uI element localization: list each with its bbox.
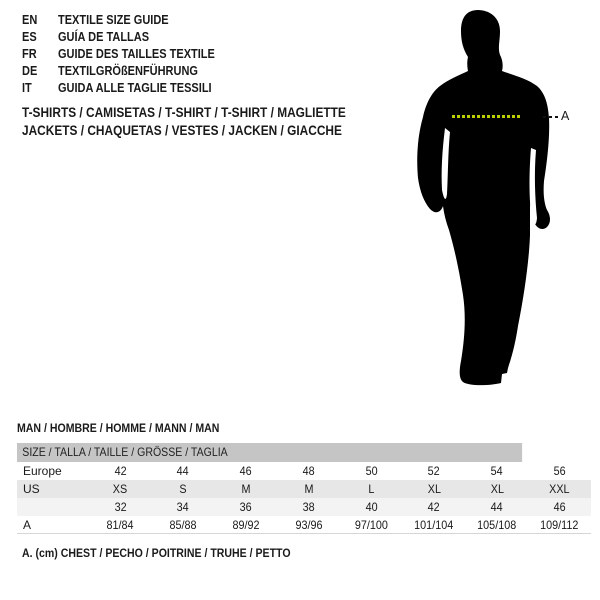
cell-value: 52 bbox=[428, 464, 441, 478]
section-title-man: MAN / HOMBRE / HOMME / MANN / MAN bbox=[17, 421, 220, 435]
cell-value: 46 bbox=[553, 500, 566, 514]
cell-value: 89/92 bbox=[232, 517, 260, 532]
language-code: EN bbox=[22, 12, 38, 27]
cell-value: 81/84 bbox=[106, 517, 134, 532]
language-title: TEXTILE SIZE GUIDE bbox=[58, 12, 169, 27]
language-code: ES bbox=[22, 29, 37, 44]
man-silhouette bbox=[400, 5, 575, 395]
table-row-us bbox=[17, 480, 591, 498]
category-jackets: JACKETS / CHAQUETAS / VESTES / JACKEN / GIACCHE bbox=[22, 123, 342, 138]
cell-value: M bbox=[304, 482, 314, 496]
chest-measure-line-leader bbox=[543, 116, 559, 118]
table-row-europe bbox=[17, 462, 591, 480]
cell-value: 93/96 bbox=[295, 517, 323, 532]
language-code: FR bbox=[22, 46, 37, 61]
cell-value: 105/108 bbox=[477, 517, 517, 532]
language-title: GUIDA ALLE TAGLIE TESSILI bbox=[58, 80, 212, 95]
row-label: Europe bbox=[23, 464, 62, 478]
category-tshirts: T-SHIRTS / CAMISETAS / T-SHIRT / T-SHIRT / MAGLIETTE bbox=[22, 105, 346, 120]
row-label: US bbox=[23, 482, 40, 496]
cell-value: 97/100 bbox=[354, 517, 388, 532]
cell-value: 48 bbox=[302, 464, 315, 478]
cell-value: 42 bbox=[428, 500, 441, 514]
language-code: DE bbox=[22, 63, 38, 78]
cell-value: 32 bbox=[114, 500, 127, 514]
cell-value: XXL bbox=[549, 482, 570, 496]
cell-value: 85/88 bbox=[169, 517, 197, 532]
cell-value: XL bbox=[427, 482, 441, 496]
cell-value: 40 bbox=[365, 500, 378, 514]
cell-value: 34 bbox=[177, 500, 190, 514]
cell-value: 38 bbox=[302, 500, 315, 514]
cell-value: 54 bbox=[490, 464, 503, 478]
cell-value: M bbox=[241, 482, 251, 496]
chest-footnote: A. (cm) CHEST / PECHO / POITRINE / TRUHE / PETTO bbox=[22, 546, 291, 560]
cell-value: 56 bbox=[553, 464, 566, 478]
table-row-numeric bbox=[17, 498, 591, 516]
table-row-chest-a bbox=[17, 516, 591, 534]
size-table-header: SIZE / TALLA / TAILLE / GRÖSSE / TAGLIA bbox=[17, 443, 522, 462]
cell-value: 101/104 bbox=[414, 517, 454, 532]
cell-value: XL bbox=[490, 482, 504, 496]
row-label: A bbox=[23, 517, 32, 532]
cell-value: L bbox=[368, 482, 375, 496]
language-title: TEXTILGRÖßENFÜHRUNG bbox=[58, 63, 198, 78]
cell-value: 42 bbox=[114, 464, 127, 478]
cell-value: 50 bbox=[365, 464, 378, 478]
size-table bbox=[17, 443, 591, 534]
cell-value: 36 bbox=[239, 500, 252, 514]
language-code: IT bbox=[22, 80, 32, 95]
cell-value: 109/112 bbox=[540, 517, 579, 532]
cell-value: S bbox=[179, 482, 187, 496]
cell-value: 44 bbox=[490, 500, 503, 514]
cell-value: 44 bbox=[177, 464, 190, 478]
chest-measure-line-accent bbox=[452, 115, 520, 118]
language-title: GUÍA DE TALLAS bbox=[58, 29, 150, 44]
chest-measure-label: A bbox=[561, 109, 570, 123]
cell-value: 46 bbox=[239, 464, 252, 478]
language-title: GUIDE DES TAILLES TEXTILE bbox=[58, 46, 215, 61]
cell-value: XS bbox=[113, 482, 128, 496]
